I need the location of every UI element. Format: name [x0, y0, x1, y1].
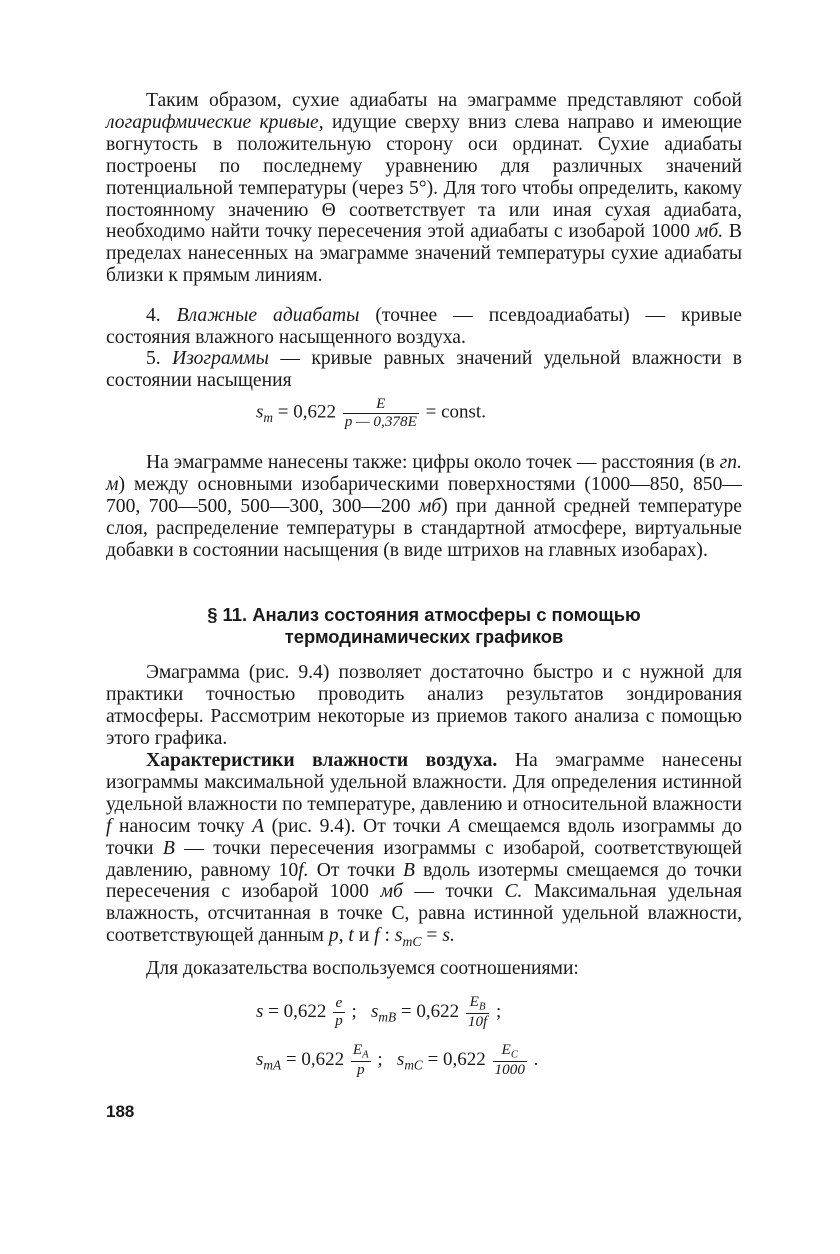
formula-fraction — [343, 396, 419, 430]
formula-fraction — [466, 994, 489, 1031]
formula-text: = const. — [420, 401, 486, 423]
formula-row-2 — [256, 1042, 538, 1079]
item-number: 5. — [146, 348, 173, 369]
paragraph-emagram-contents — [106, 452, 742, 562]
fraction-numerator — [493, 1042, 527, 1061]
text-run: наносим точку — [111, 815, 253, 837]
formula-fraction — [333, 995, 345, 1029]
formula-symbol: s — [256, 401, 264, 423]
text-run: ) между основными изобарическими поверхностями (1000—850, 850—700, 700—500, 500—300, 300—200 — [106, 473, 742, 517]
formula-symbol: s — [396, 1048, 405, 1070]
formula-text: = 0,622 — [273, 401, 336, 423]
formula-row-1 — [256, 994, 501, 1031]
formula-subscript: mB — [378, 1009, 397, 1025]
text-run: На эмаграмме нанесены изограммы максимальной удельной влажности. Для определения истинной удельной влажности по температуре, давлению и относительной влажности — [106, 750, 742, 815]
fraction-denominator: p — [335, 1012, 343, 1030]
numerator-subscript: A — [362, 1049, 369, 1061]
vars-p-t: p, t — [328, 925, 354, 947]
var-s: s. — [442, 925, 455, 947]
text-run: смещаемся вдоль изограммы до точки — [106, 815, 742, 859]
point-C: C. — [504, 881, 523, 903]
formula-subscript: mA — [263, 1057, 282, 1073]
formula-separator: ; — [491, 1000, 502, 1022]
paragraph-proof-intro: Для доказательства воспользуемся соотношениями: — [146, 958, 579, 979]
subscript-mC: mC — [402, 934, 422, 950]
fraction-numerator: e — [335, 994, 343, 1012]
text-run: — точки — [402, 881, 505, 903]
fraction-numerator — [466, 994, 489, 1013]
formula-subscript: m — [263, 410, 274, 426]
paragraph-humidity-characteristics — [106, 750, 742, 953]
text-run: От точки — [308, 859, 404, 881]
formula-saturation-humidity — [256, 396, 486, 430]
numerator-subscript: C — [510, 1049, 518, 1061]
text-run: = — [421, 925, 443, 947]
text-run: Таким образом, сухие адиабаты на эмаграмме представляют собой — [146, 90, 742, 111]
unit-mb: мб — [380, 881, 403, 903]
formula-text: = 0,622 — [281, 1048, 345, 1070]
formula-separator: ; — [372, 1048, 383, 1070]
point-B: B — [403, 859, 415, 881]
formula-text: = 0,622 — [396, 1000, 460, 1022]
italic-term: Изограммы — [172, 348, 269, 369]
formula-symbol: s — [371, 1000, 379, 1022]
numerator-symbol: E — [352, 1041, 363, 1058]
text-run: На эмаграмме нанесены также: цифры около точек — расстояния (в — [146, 452, 720, 473]
text-run: — кривые равных значений удельной влажности в состоянии насыщения — [106, 348, 743, 391]
section-heading — [106, 604, 742, 648]
var-f: f — [106, 815, 112, 837]
italic-term: логарифмические кривые, — [106, 111, 324, 133]
italic-term: Влажные адиабаты — [176, 305, 360, 326]
paragraph-item-4 — [106, 305, 742, 349]
formula-separator: . — [528, 1048, 539, 1070]
formula-symbol: s — [256, 1000, 264, 1022]
numerator-symbol: E — [501, 1041, 511, 1058]
numerator-symbol: E — [469, 993, 479, 1010]
item-number: 4. — [146, 305, 177, 326]
formula-separator: ; — [346, 1000, 357, 1022]
fraction-numerator — [351, 1042, 371, 1061]
paragraph-dry-adiabats — [106, 90, 742, 287]
numerator-subscript: B — [478, 1001, 486, 1013]
fraction-denominator: 1000 — [494, 1061, 525, 1079]
formula-text: = 0,622 — [263, 1000, 327, 1022]
formula-fraction — [493, 1042, 527, 1079]
text-run: (рис. 9.4). От точки — [264, 815, 449, 837]
text-run: Максимальная удельная влажность, отсчитанная в точке С, равна истинной удельной влажности, соответствующей данным — [106, 881, 742, 947]
heading-line: § 11. Анализ состояния атмосферы с помощью — [207, 604, 641, 625]
text-run: (точнее — псевдоадиабаты) — кривые состояния влажного насыщенного воздуха. — [106, 305, 742, 348]
formula-fraction — [351, 1042, 371, 1079]
text-run: ) при данной средней температуре слоя, распределение температуры в стандартной атмосфере, виртуальные добавки в состоянии насыщения (в виде штрихов на главных изобарах). — [106, 495, 742, 561]
point-A: A — [252, 815, 265, 837]
bold-lead-in: Характеристики влажности воздуха. — [146, 750, 498, 771]
text-run: идущие сверху вниз слева направо и имеющие вогнутость в положительную сторону оси ординат. Сухие адиабаты построены по последнему уравнению для различных значений потенциальной температуры (через 5°). Для того чтобы определить, какому постоянному значению Θ соответствует та или иная сухая адиабата, необходимо найти точку пересечения этой адиабаты с изобарой 1000 — [106, 111, 743, 243]
fraction-numerator: E — [376, 395, 386, 412]
paragraph-item-5 — [106, 348, 742, 392]
unit-mb: мб — [418, 495, 442, 517]
paragraph-emagram-intro: Эмаграмма (рис. 9.4) позволяет достаточно быстро и с нужной для практики точностью проводить анализ результатов зондирования атмосферы. Рассмотрим некоторые из приемов такого анализа с помощью этого графика. — [106, 662, 742, 749]
var-f: f — [374, 925, 380, 947]
heading-line: термодинамических графиков — [284, 626, 564, 647]
text-run: В пределах нанесенных на эмаграмме значений температуры сухие адиабаты близки к прямым линиям. — [106, 221, 742, 287]
unit-gpm: гп. м — [106, 452, 742, 495]
page-number: 188 — [106, 1102, 135, 1121]
point-A: A — [448, 815, 461, 837]
text-run: — точки пересечения изограммы с изобарой, соответствующей давлению, равному 10 — [106, 837, 743, 881]
fraction-denominator: p — [351, 1061, 371, 1079]
formula-text: = 0,622 — [422, 1048, 486, 1070]
fraction-denominator: 10f — [467, 1013, 488, 1031]
formula-subscript: mC — [404, 1057, 423, 1073]
unit-mb: мб. — [695, 221, 724, 243]
formula-symbol: s — [256, 1048, 264, 1070]
var-f: f. — [298, 859, 309, 881]
var-s: s — [394, 925, 403, 947]
text-run: и — [353, 925, 375, 947]
point-B: B — [162, 837, 175, 859]
text-run: : — [379, 925, 395, 947]
text-run: вдоль изотермы смещаемся до точки пересечения с изобарой 1000 — [106, 859, 742, 903]
fraction-denominator: p — 0,378E — [344, 412, 417, 430]
